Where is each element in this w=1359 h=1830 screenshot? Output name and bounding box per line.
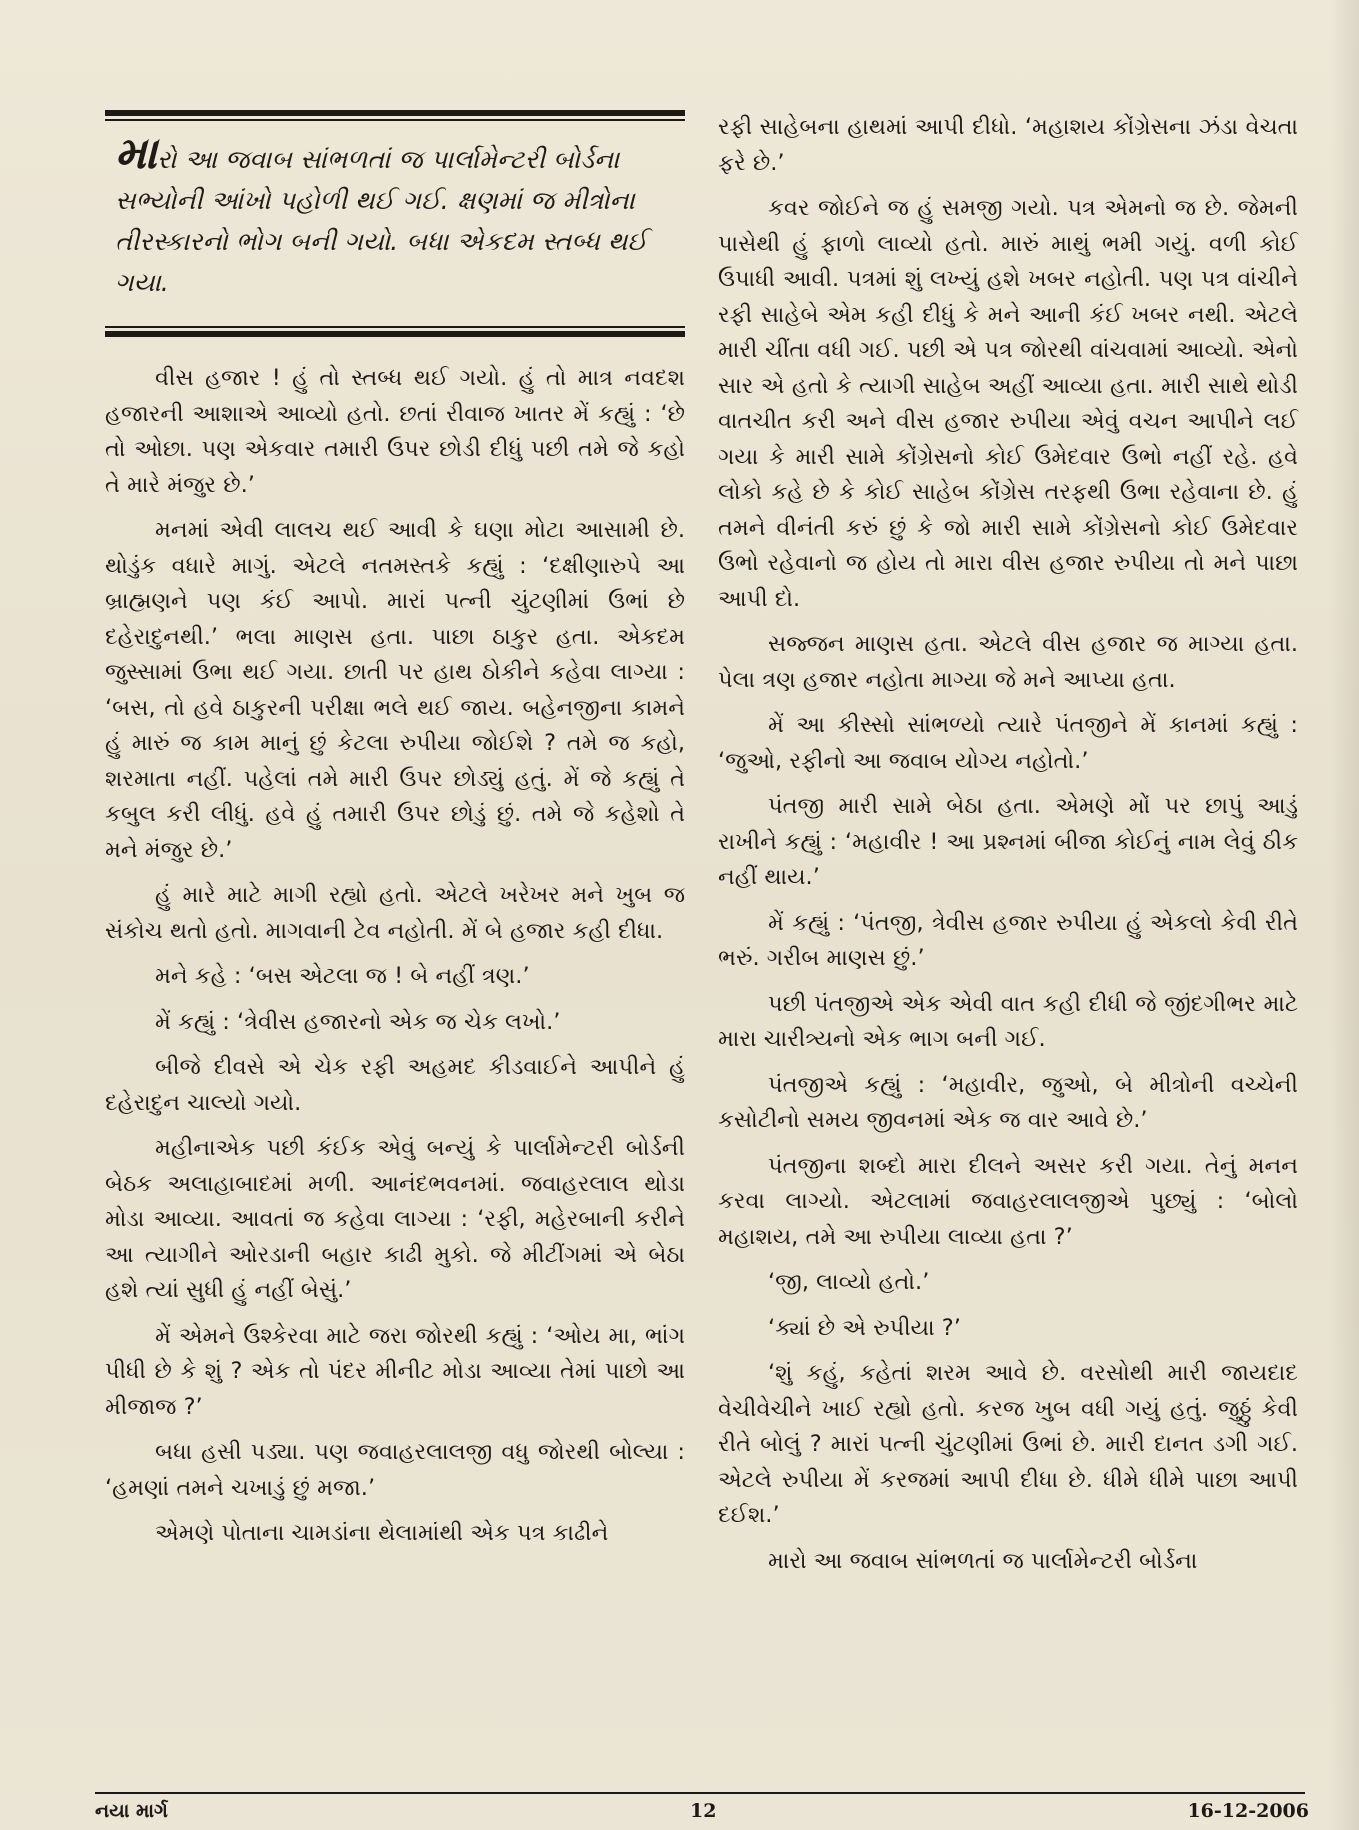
paragraph: ‘જી, લાવ્યો હતો.’ — [768, 1269, 930, 1295]
paragraph: મહીનાએક પછી કંઈક એવું બન્યું કે પાર્લામેન્ટરી બોર્ડની બેઠક અલાહાબાદમાં મળી. આનંદભવનમાં. જવાહરલાલ થોડા મોડા આવ્યા. આવતાં જ કહેવા લાગ્યા : ‘રફી, મહેરબાની કરીને આ ત્યાગીને ઓરડાની બહાર કાઢી મુકો. જે મીટીંગમાં એ બેઠા હશે ત્યાં સુધી હું નહીં બેસું.’ — [105, 1135, 685, 1303]
paragraph: મેં કહ્યું : ‘પંતજી, ત્રેવીસ હજાર રુપીયા હું એકલો કેવી રીતે ભરું. ગરીબ માણસ છું.’ — [718, 909, 1298, 971]
paragraph: ‘શું કહું, કહેતાં શરમ આવે છે. વરસોથી મારી જાયદાદ વેચીવેચીને ખાઈ રહ્યો હતો. કરજ ખુબ વધી ગયું હતું. જુઠ્ઠું કેવી રીતે બોલું ? મારાં પત્ની ચુંટણીમાં ઉભાં છે. મારી દાનત ડગી ગઈ. એટલે રુપીયા મેં કરજમાં આપી દીધા છે. ધીમે ધીમે પાછા આપી દઈશ.’ — [718, 1360, 1298, 1528]
paragraph: સજ્જન માણસ હતા. એટલે વીસ હજાર જ માગ્યા હતા. પેલા ત્રણ હજાર નહોતા માગ્યા જે મને આપ્યા હતા. — [718, 631, 1298, 693]
paragraph: મેં આ કીસ્સો સાંભળ્યો ત્યારે પંતજીને મેં કાનમાં કહ્યું : ‘જુઓ, રફીનો આ જવાબ યોગ્ય નહોતો.’ — [718, 712, 1298, 774]
pull-quote-initial: મા — [115, 128, 157, 179]
pull-quote — [105, 128, 685, 304]
right-column — [718, 110, 1298, 1589]
paragraph: મનમાં એવી લાલચ થઈ આવી કે ઘણા મોટા આસામી છે. થોડુંક વધારે માગું. એટલે નતમસ્તકે કહ્યું : ‘દક્ષીણારુપે આ બ્રાહ્મણને પણ કંઈ આપો. મારાં પત્ની ચુંટણીમાં ઉભાં છે દહેરાદુનથી.’ ભલા માણસ હતા. પાછા ઠાકુર હતા. એકદમ જુસ્સામાં ઉભા થઈ ગયા. છાતી પર હાથ ઠોકીને કહેવા લાગ્યા : ‘બસ, તો હવે ઠાકુરની પરીક્ષા ભલે થઈ જાય. બહેનજીના કામને હું મારું જ કામ માનું છું કેટલા રુપીયા જોઈશે ? તમે જ કહો, શરમાતા નહીં. પહેલાં તમે મારી ઉપર છોડ્યું હતું. મેં જે કહ્યું તે કબુલ કરી લીધું. હવે હું તમારી ઉપર છોડું છું. તમે જે કહેશો તે મને મંજુર છે.’ — [105, 517, 685, 863]
paragraph: પંતજીના શબ્દો મારા દીલને અસર કરી ગયા. તેનું મનન કરવા લાગ્યો. એટલામાં જવાહરલાલજીએ પુછ્યું : ‘બોલો મહાશય, તમે આ રુપીયા લાવ્યા હતા ?’ — [718, 1152, 1298, 1250]
left-body — [105, 361, 685, 1552]
paragraph: પંતજી મારી સામે બેઠા હતા. એમણે મોં પર છાપું આડું રાખીને કહ્યું : ‘મહાવીર ! આ પ્રશ્નમાં બીજા કોઈનું નામ લેવું ઠીક નહીં થાય.’ — [718, 793, 1298, 890]
paragraph: બધા હસી પડ્યા. પણ જવાહરલાલજી વધુ જોરથી બોલ્યા : ‘હમણાં તમને ચખાડું છું મજા.’ — [105, 1439, 685, 1501]
paragraph: હું મારે માટે માગી રહ્યો હતો. એટલે ખરેખર મને ખુબ જ સંકોચ થતો હતો. માગવાની ટેવ નહોતી. મેં બે હજાર કહી દીધા. — [105, 882, 685, 944]
paragraph: મેં એમને ઉશ્કેરવા માટે જરા જોરથી કહ્યું : ‘ઓય મા, ભાંગ પીધી છે કે શું ? એક તો પંદર મીનીટ મોડા આવ્યા તેમાં પાછો આ મીજાજ ?’ — [105, 1322, 685, 1420]
page-number: 12 — [690, 1800, 717, 1822]
paragraph: મારો આ જવાબ સાંભળતાં જ પાર્લામેન્ટરી બોર્ડના — [768, 1547, 1198, 1574]
paragraph: બીજે દીવસે એ ચેક રફી અહમદ કીડવાઈને આપીને હું દહેરાદુન ચાલ્યો ગયો. — [105, 1054, 685, 1116]
pull-quote-text: રો આ જવાબ સાંભળતાં જ પાર્લામેન્ટરી બોર્ડના સભ્યોની આંખો પહોળી થઈ ગઈ. ક્ષણમાં જ મીત્રોના તીરસ્કારનો ભોગ બની ગયો. બધા એકદમ સ્તબ્ધ થઈ ગયા. — [115, 145, 648, 298]
issue-date: 16-12-2006 — [1187, 1800, 1309, 1822]
paragraph: પંતજીએ કહ્યું : ‘મહાવીર, જુઓ, બે મીત્રોની વચ્ચેની કસોટીનો સમય જીવનમાં એક જ વાર આવે છે.’ — [718, 1071, 1298, 1133]
top-rule — [105, 110, 685, 116]
publication-name: નયા માર્ગ — [95, 1800, 168, 1822]
paragraph: મેં કહ્યું : ‘ત્રેવીસ હજારનો એક જ ચેક લખો.’ — [155, 1008, 561, 1035]
left-column — [105, 110, 685, 1562]
paragraph: વીસ હજાર ! હું તો સ્તબ્ધ થઈ ગયો. હું તો માત્ર નવદશ હજારની આશાએ આવ્યો હતો. છતાં રીવાજ ખાતર મેં કહ્યું : ‘છે તો ઓછા. પણ એકવાર તમારી ઉપર છોડી દીધું પછી તમે જે કહો તે મારે મંજુર છે.’ — [105, 365, 685, 498]
footer-rule — [95, 1792, 1305, 1794]
bottom-rule-thin — [105, 326, 685, 328]
paragraph: રફી સાહેબના હાથમાં આપી દીધો. ‘મહાશય કોંગ્રેસના ઝંડા વેચતા ફરે છે.’ — [718, 114, 1298, 176]
paragraph: મને કહે : ‘બસ એટલા જ ! બે નહીં ત્રણ.’ — [155, 963, 530, 989]
paragraph: કવર જોઈને જ હું સમજી ગયો. પત્ર એમનો જ છે. જેમની પાસેથી હું ફાળો લાવ્યો હતો. મારું માથું ભમી ગયું. વળી કોઈ ઉપાધી આવી. પત્રમાં શું લખ્યું હશે ખબર નહોતી. પણ પત્ર વાંચીને રફી સાહેબે એમ કહી દીધું કે મને આની કંઈ ખબર નથી. એટલે મારી ચીંતા વધી ગઈ. પછી એ પત્ર જોરથી વાંચવામાં આવ્યો. એનો સાર એ હતો કે ત્યાગી સાહેબ અહીં આવ્યા હતા. મારી સાથે થોડી વાતચીત કરી અને વીસ હજાર રુપીયા એવું વચન આપીને લઈ ગયા કે મારી સામે કોંગ્રેસનો કોઈ ઉમેદવાર ઉભો નહીં રહે. હવે લોકો કહે છે કે કોઈ સાહેબ કોંગ્રેસ તરફથી ઉભા રહેવાના છે. હું તમને વીનંતી કરું છું કે જો મારી સામે કોંગ્રેસનો કોઈ ઉમેદવાર ઉભો રહેવાનો જ હોય તો મારા વીસ હજાર રુપીયા તો મને પાછા આપી દો. — [718, 195, 1298, 612]
bottom-rule-thick — [105, 331, 685, 337]
pull-quote-bottom-rule — [105, 326, 685, 337]
top-rule-thin — [105, 119, 685, 121]
page-edge-shadow — [1329, 0, 1359, 1830]
paragraph: પછી પંતજીએ એક એવી વાત કહી દીધી જે જીંદગીભર માટે મારા ચારીત્ર્યનો એક ભાગ બની ગઈ. — [718, 990, 1298, 1052]
paragraph: ‘ક્યાં છે એ રુપીયા ?’ — [768, 1314, 961, 1341]
paragraph: એમણે પોતાના ચામડાંના થેલામાંથી એક પત્ર કાઢીને — [155, 1520, 609, 1546]
